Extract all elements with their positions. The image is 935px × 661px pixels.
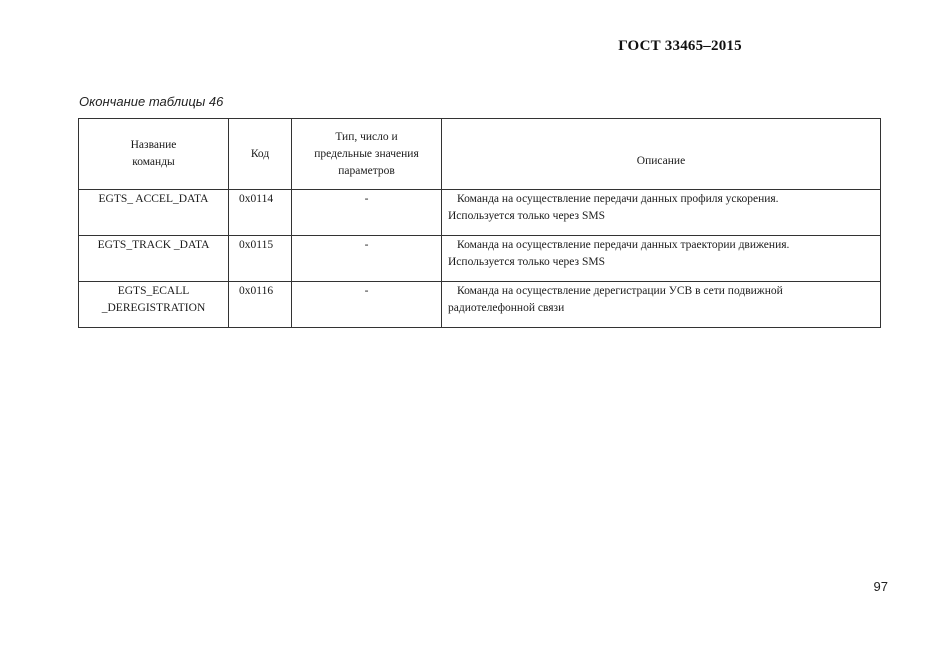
cell-command-name	[79, 282, 229, 328]
page-number: 97	[873, 579, 888, 594]
column-header-name	[79, 119, 229, 190]
column-header-type-line1: Тип, число и	[335, 130, 398, 143]
column-header-description: Описание	[442, 119, 881, 190]
table-caption: Окончание таблицы 46	[79, 94, 224, 109]
column-header-type-line2: предельные значения	[314, 147, 419, 160]
column-header-type-line3: параметров	[338, 164, 395, 177]
column-header-type	[292, 119, 442, 190]
description-line2: Используется только через SMS	[448, 210, 605, 222]
column-header-code: Код	[229, 119, 292, 190]
standard-designation: ГОСТ 33465–2015	[618, 38, 742, 54]
description-line1: Команда на осуществление передачи данных профиля ускорения.	[457, 193, 779, 205]
table-row	[79, 282, 881, 328]
description-line2: Используется только через SMS	[448, 256, 605, 268]
cell-description	[442, 190, 881, 236]
table-row	[79, 236, 881, 282]
column-header-name-line2: команды	[132, 156, 175, 168]
table-header	[79, 119, 881, 190]
column-header-name-line1: Название	[130, 139, 177, 151]
table-row	[79, 190, 881, 236]
commands-table	[78, 118, 881, 328]
description-line1: Команда на осуществление дерегистрации УСВ в сети подвижной	[457, 285, 783, 297]
cell-code: 0x0116	[229, 282, 292, 328]
command-name-line1: EGTS_ ACCEL_DATA	[98, 193, 209, 205]
cell-code: 0x0114	[229, 190, 292, 236]
cell-description	[442, 282, 881, 328]
description-line2: радиотелефонной связи	[448, 302, 565, 314]
cell-code: 0x0115	[229, 236, 292, 282]
header-row	[79, 119, 881, 190]
cell-command-name	[79, 236, 229, 282]
command-name-line1: EGTS_ECALL	[117, 285, 190, 297]
cell-command-name	[79, 190, 229, 236]
table-body	[79, 190, 881, 328]
cell-type: -	[292, 190, 442, 236]
command-name-line1: EGTS_TRACK _DATA	[97, 239, 210, 251]
command-name-line2: _DEREGISTRATION	[101, 302, 206, 314]
description-line1: Команда на осуществление передачи данных траектории движения.	[457, 239, 790, 251]
cell-type: -	[292, 282, 442, 328]
cell-description	[442, 236, 881, 282]
cell-type: -	[292, 236, 442, 282]
